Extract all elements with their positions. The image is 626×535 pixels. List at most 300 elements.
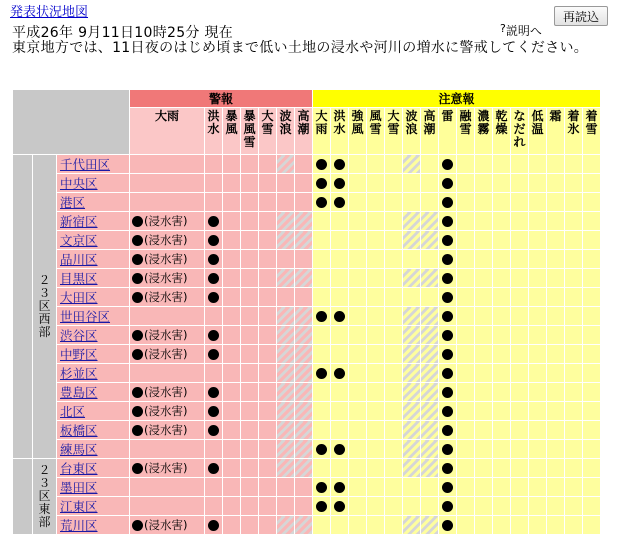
- advisory-cell: [565, 383, 583, 402]
- flood-damage-note: (浸水害): [144, 404, 188, 418]
- warning-dot: [208, 387, 219, 398]
- advisory-cell: [511, 212, 529, 231]
- column-label: 風雪: [369, 109, 382, 136]
- advisory-group-header: 注意報: [313, 90, 601, 108]
- advisory-cell: [385, 516, 403, 535]
- advisory-cell: [547, 402, 565, 421]
- district-cell: [57, 174, 130, 193]
- advisory-cell: [547, 155, 565, 174]
- advisory-cell: [421, 193, 439, 212]
- district-link[interactable]: 渋谷区: [60, 328, 98, 343]
- warning-cell: [223, 345, 241, 364]
- advisory-cell: [493, 421, 511, 440]
- warning-cell: [205, 383, 223, 402]
- warning-cell: [295, 402, 313, 421]
- advisory-cell: [331, 345, 349, 364]
- advisory-cell: [349, 459, 367, 478]
- advisory-dot: [316, 178, 327, 189]
- advisory-cell: [493, 402, 511, 421]
- district-row: [13, 250, 601, 269]
- column-label: 強風: [351, 109, 364, 136]
- warning-cell: [205, 307, 223, 326]
- advisory-cell: [439, 231, 457, 250]
- advisory-cell: [349, 250, 367, 269]
- column-label: 霜: [549, 109, 562, 123]
- advisory-cell: [493, 174, 511, 193]
- advisory-cell: [547, 326, 565, 345]
- district-cell: [57, 193, 130, 212]
- advisory-cell: [439, 383, 457, 402]
- warning-cell: [130, 155, 205, 174]
- advisory-cell: [367, 345, 385, 364]
- district-link[interactable]: 練馬区: [60, 442, 98, 457]
- advisory-cell: [349, 383, 367, 402]
- district-link[interactable]: 板橋区: [60, 423, 98, 438]
- advisory-dot: [334, 482, 345, 493]
- advisory-cell: [475, 478, 493, 497]
- advisory-cell: [565, 516, 583, 535]
- advisory-cell: [349, 421, 367, 440]
- advisory-cell: [457, 516, 475, 535]
- advisory-cell: [439, 288, 457, 307]
- advisory-cell: [475, 250, 493, 269]
- district-row: [13, 269, 601, 288]
- district-cell: [57, 307, 130, 326]
- advisory-cell: [475, 155, 493, 174]
- advisory-cell: [403, 440, 421, 459]
- warning-cell: [241, 307, 259, 326]
- advisory-cell: [385, 307, 403, 326]
- advisory-cell: [385, 459, 403, 478]
- advisory-cell: [565, 440, 583, 459]
- flood-damage-note: (浸水害): [144, 347, 188, 361]
- advisory-column-header: [565, 108, 583, 155]
- advisory-dot: [316, 444, 327, 455]
- warning-cell: [130, 193, 205, 212]
- district-link[interactable]: 港区: [60, 195, 86, 210]
- district-cell: [57, 288, 130, 307]
- advisory-cell: [439, 478, 457, 497]
- advisory-cell: [313, 326, 331, 345]
- advisory-cell: [439, 440, 457, 459]
- advisory-cell: [565, 155, 583, 174]
- advisory-cell: [583, 212, 601, 231]
- warning-cell: [223, 402, 241, 421]
- advisory-cell: [511, 193, 529, 212]
- advisory-dot: [334, 501, 345, 512]
- warning-cell: [130, 174, 205, 193]
- advisory-cell: [313, 193, 331, 212]
- district-cell: [57, 155, 130, 174]
- advisory-cell: [547, 345, 565, 364]
- advisory-cell: [367, 231, 385, 250]
- advisory-dot: [442, 235, 453, 246]
- flood-damage-note: (浸水害): [144, 328, 188, 342]
- advisory-cell: [475, 440, 493, 459]
- advisory-cell: [331, 174, 349, 193]
- district-link[interactable]: 品川区: [60, 252, 98, 267]
- advisory-cell: [421, 307, 439, 326]
- advisory-cell: [331, 364, 349, 383]
- warning-cell: [205, 326, 223, 345]
- advisory-cell: [331, 459, 349, 478]
- advisory-cell: [565, 193, 583, 212]
- advisory-cell: [349, 345, 367, 364]
- advisory-cell: [529, 212, 547, 231]
- advisory-cell: [331, 516, 349, 535]
- advisory-cell: [421, 421, 439, 440]
- flood-damage-note: (浸水害): [144, 518, 188, 532]
- advisory-cell: [421, 345, 439, 364]
- flood-warning-dot: [132, 292, 143, 303]
- advisory-cell: [367, 155, 385, 174]
- advisory-cell: [439, 212, 457, 231]
- district-link[interactable]: 文京区: [60, 233, 98, 248]
- warning-cell: [259, 364, 277, 383]
- advisory-cell: [547, 288, 565, 307]
- timestamp: 平成26年 9月11日10時25分 現在: [12, 25, 234, 41]
- advisory-cell: [475, 174, 493, 193]
- advisory-cell: [457, 383, 475, 402]
- advisory-cell: [313, 402, 331, 421]
- advisory-cell: [439, 345, 457, 364]
- advisory-cell: [475, 364, 493, 383]
- advisory-cell: [547, 364, 565, 383]
- warning-cell: [259, 459, 277, 478]
- warning-cell: [205, 269, 223, 288]
- advisory-cell: [403, 193, 421, 212]
- warning-group-header: 警報: [130, 90, 313, 108]
- district-row: [13, 231, 601, 250]
- advisory-cell: [367, 193, 385, 212]
- advisory-cell: [475, 288, 493, 307]
- advisory-cell: [529, 478, 547, 497]
- warning-cell: [223, 193, 241, 212]
- region-spacer: [13, 459, 33, 535]
- warning-cell: [241, 383, 259, 402]
- advisory-cell: [547, 212, 565, 231]
- warning-cell: [130, 516, 205, 535]
- advisory-cell: [565, 478, 583, 497]
- warning-cell: [241, 212, 259, 231]
- advisory-dot: [442, 254, 453, 265]
- warning-cell: [277, 307, 295, 326]
- advisory-cell: [457, 440, 475, 459]
- advisory-cell: [439, 269, 457, 288]
- advisory-dot: [334, 197, 345, 208]
- warning-cell: [241, 269, 259, 288]
- advisory-cell: [493, 478, 511, 497]
- warning-dot: [208, 463, 219, 474]
- warning-cell: [241, 459, 259, 478]
- warning-table: [12, 89, 601, 535]
- advisory-cell: [583, 459, 601, 478]
- advisory-cell: [565, 288, 583, 307]
- advisory-cell: [475, 345, 493, 364]
- warning-dot: [208, 273, 219, 284]
- advisory-cell: [565, 231, 583, 250]
- column-label: 高潮: [423, 109, 436, 136]
- column-label: 波浪: [279, 109, 292, 136]
- column-label: 大雪: [387, 109, 400, 136]
- advisory-cell: [367, 364, 385, 383]
- advisory-cell: [457, 307, 475, 326]
- warning-cell: [130, 269, 205, 288]
- warning-column-header: [223, 108, 241, 155]
- advisory-cell: [547, 269, 565, 288]
- advisory-cell: [547, 440, 565, 459]
- warning-cell: [295, 516, 313, 535]
- warning-dot: [208, 425, 219, 436]
- advisory-cell: [457, 250, 475, 269]
- advisory-cell: [421, 326, 439, 345]
- column-label: 融雪: [459, 109, 472, 136]
- advisory-cell: [421, 516, 439, 535]
- advisory-cell: [565, 326, 583, 345]
- district-row: [13, 383, 601, 402]
- warning-cell: [223, 478, 241, 497]
- flood-warning-dot: [132, 254, 143, 265]
- advisory-cell: [439, 250, 457, 269]
- advisory-cell: [349, 155, 367, 174]
- advisory-cell: [511, 174, 529, 193]
- warning-cell: [130, 383, 205, 402]
- advisory-cell: [331, 231, 349, 250]
- advisory-cell: [547, 250, 565, 269]
- warning-cell: [259, 288, 277, 307]
- advisory-dot: [334, 178, 345, 189]
- advisory-cell: [511, 155, 529, 174]
- warning-cell: [295, 307, 313, 326]
- warning-cell: [130, 212, 205, 231]
- advisory-dot: [316, 501, 327, 512]
- warning-cell: [295, 345, 313, 364]
- header-bar: [0, 0, 626, 86]
- column-label: 暴風雪: [243, 109, 256, 149]
- advisory-cell: [493, 440, 511, 459]
- advisory-cell: [349, 364, 367, 383]
- warning-cell: [295, 250, 313, 269]
- advisory-cell: [439, 402, 457, 421]
- advisory-cell: [385, 364, 403, 383]
- warning-cell: [277, 440, 295, 459]
- advisory-column-header: [331, 108, 349, 155]
- group-header-row: [13, 90, 601, 108]
- advisory-cell: [493, 459, 511, 478]
- warning-cell: [130, 307, 205, 326]
- advisory-cell: [457, 155, 475, 174]
- flood-damage-note: (浸水害): [144, 290, 188, 304]
- warning-column-header: [205, 108, 223, 155]
- advisory-cell: [403, 478, 421, 497]
- warning-cell: [205, 288, 223, 307]
- warning-cell: [223, 326, 241, 345]
- warning-dot: [208, 406, 219, 417]
- district-link[interactable]: 江東区: [60, 499, 98, 514]
- advisory-cell: [457, 459, 475, 478]
- advisory-cell: [583, 421, 601, 440]
- advisory-cell: [439, 326, 457, 345]
- warning-cell: [295, 440, 313, 459]
- advisory-cell: [529, 364, 547, 383]
- advisory-cell: [529, 516, 547, 535]
- advisory-cell: [403, 345, 421, 364]
- advisory-column-header: [313, 108, 331, 155]
- advisory-cell: [403, 459, 421, 478]
- advisory-cell: [403, 155, 421, 174]
- flood-damage-note: (浸水害): [144, 271, 188, 285]
- advisory-cell: [421, 383, 439, 402]
- warning-table-container: [12, 89, 601, 535]
- advisory-cell: [457, 174, 475, 193]
- column-label: 洪水: [207, 109, 220, 136]
- advisory-cell: [475, 269, 493, 288]
- warning-cell: [295, 212, 313, 231]
- district-link[interactable]: 中野区: [60, 347, 98, 362]
- warning-cell: [259, 269, 277, 288]
- warning-cell: [259, 421, 277, 440]
- advisory-cell: [385, 212, 403, 231]
- advisory-cell: [421, 364, 439, 383]
- advisory-column-header: [439, 108, 457, 155]
- advisory-cell: [331, 402, 349, 421]
- district-row: [13, 212, 601, 231]
- advisory-dot: [316, 311, 327, 322]
- warning-cell: [277, 155, 295, 174]
- district-link[interactable]: 杉並区: [60, 366, 98, 381]
- warning-column-header: [295, 108, 313, 155]
- advisory-dot: [316, 159, 327, 170]
- warning-cell: [259, 440, 277, 459]
- warning-cell: [277, 345, 295, 364]
- advisory-cell: [403, 307, 421, 326]
- advisory-cell: [493, 212, 511, 231]
- district-link[interactable]: 世田谷区: [60, 309, 111, 324]
- advisory-cell: [493, 364, 511, 383]
- district-row: [13, 326, 601, 345]
- flood-warning-dot: [132, 273, 143, 284]
- advisory-cell: [583, 250, 601, 269]
- advisory-cell: [403, 383, 421, 402]
- advisory-cell: [421, 288, 439, 307]
- district-row: [13, 402, 601, 421]
- advisory-dot: [442, 482, 453, 493]
- advisory-cell: [529, 193, 547, 212]
- advisory-dot: [442, 349, 453, 360]
- advisory-cell: [583, 326, 601, 345]
- advisory-cell: [475, 307, 493, 326]
- advisory-cell: [475, 459, 493, 478]
- warning-cell: [241, 174, 259, 193]
- district-link[interactable]: 豊島区: [60, 385, 98, 400]
- column-label: 雷: [441, 109, 454, 123]
- advisory-cell: [367, 402, 385, 421]
- district-link[interactable]: 大田区: [60, 290, 98, 305]
- advisory-dot: [334, 444, 345, 455]
- warning-cell: [223, 288, 241, 307]
- flood-warning-dot: [132, 349, 143, 360]
- district-link[interactable]: 千代田区: [60, 157, 111, 172]
- advisory-cell: [547, 383, 565, 402]
- column-label: なだれ: [513, 109, 526, 149]
- warning-cell: [277, 421, 295, 440]
- help-link-label[interactable]: 説明へ: [505, 24, 542, 38]
- warning-cell: [223, 307, 241, 326]
- advisory-cell: [367, 383, 385, 402]
- advisory-dot: [442, 501, 453, 512]
- district-link[interactable]: 新宿区: [60, 214, 98, 229]
- warning-cell: [295, 193, 313, 212]
- advisory-cell: [403, 212, 421, 231]
- warning-cell: [277, 174, 295, 193]
- district-link[interactable]: 目黒区: [60, 271, 98, 286]
- advisory-cell: [493, 269, 511, 288]
- column-label: 着氷: [567, 109, 580, 136]
- district-cell: [57, 516, 130, 535]
- advisory-cell: [385, 231, 403, 250]
- advisory-column-header: [403, 108, 421, 155]
- advisory-cell: [421, 440, 439, 459]
- advisory-cell: [313, 288, 331, 307]
- advisory-cell: [547, 193, 565, 212]
- advisory-cell: [511, 288, 529, 307]
- district-row: [13, 174, 601, 193]
- advisory-column-header: [385, 108, 403, 155]
- advisory-cell: [385, 421, 403, 440]
- warning-cell: [259, 307, 277, 326]
- advisory-dot: [442, 292, 453, 303]
- advisory-cell: [367, 250, 385, 269]
- advisory-cell: [331, 250, 349, 269]
- warning-column-header: [259, 108, 277, 155]
- warning-cell: [259, 345, 277, 364]
- map-status-link[interactable]: 発表状況地図: [10, 5, 89, 20]
- warning-cell: [277, 193, 295, 212]
- advisory-cell: [475, 231, 493, 250]
- advisory-cell: [529, 250, 547, 269]
- district-link[interactable]: 台東区: [60, 461, 98, 476]
- warning-dot: [208, 254, 219, 265]
- advisory-cell: [475, 326, 493, 345]
- warning-message: 東京地方では、11日夜のはじめ頃まで低い土地の浸水や河川の増水に警戒してください。: [12, 40, 589, 56]
- advisory-cell: [367, 516, 385, 535]
- advisory-cell: [385, 155, 403, 174]
- advisory-cell: [583, 231, 601, 250]
- advisory-cell: [349, 326, 367, 345]
- advisory-cell: [565, 364, 583, 383]
- warning-dot: [208, 216, 219, 227]
- district-link[interactable]: 中央区: [60, 176, 98, 191]
- reload-button[interactable]: 再読込: [554, 6, 608, 26]
- advisory-cell: [439, 516, 457, 535]
- advisory-cell: [493, 250, 511, 269]
- advisory-dot: [442, 425, 453, 436]
- district-link[interactable]: 墨田区: [60, 480, 98, 495]
- help-link[interactable]: [500, 22, 542, 39]
- warning-cell: [223, 250, 241, 269]
- warning-cell: [241, 402, 259, 421]
- warning-cell: [295, 478, 313, 497]
- district-link[interactable]: 荒川区: [60, 518, 98, 533]
- advisory-cell: [475, 193, 493, 212]
- advisory-cell: [385, 402, 403, 421]
- warning-cell: [130, 478, 205, 497]
- advisory-cell: [529, 459, 547, 478]
- flood-warning-dot: [132, 425, 143, 436]
- flood-warning-dot: [132, 387, 143, 398]
- district-link[interactable]: 北区: [60, 404, 86, 419]
- district-cell: [57, 383, 130, 402]
